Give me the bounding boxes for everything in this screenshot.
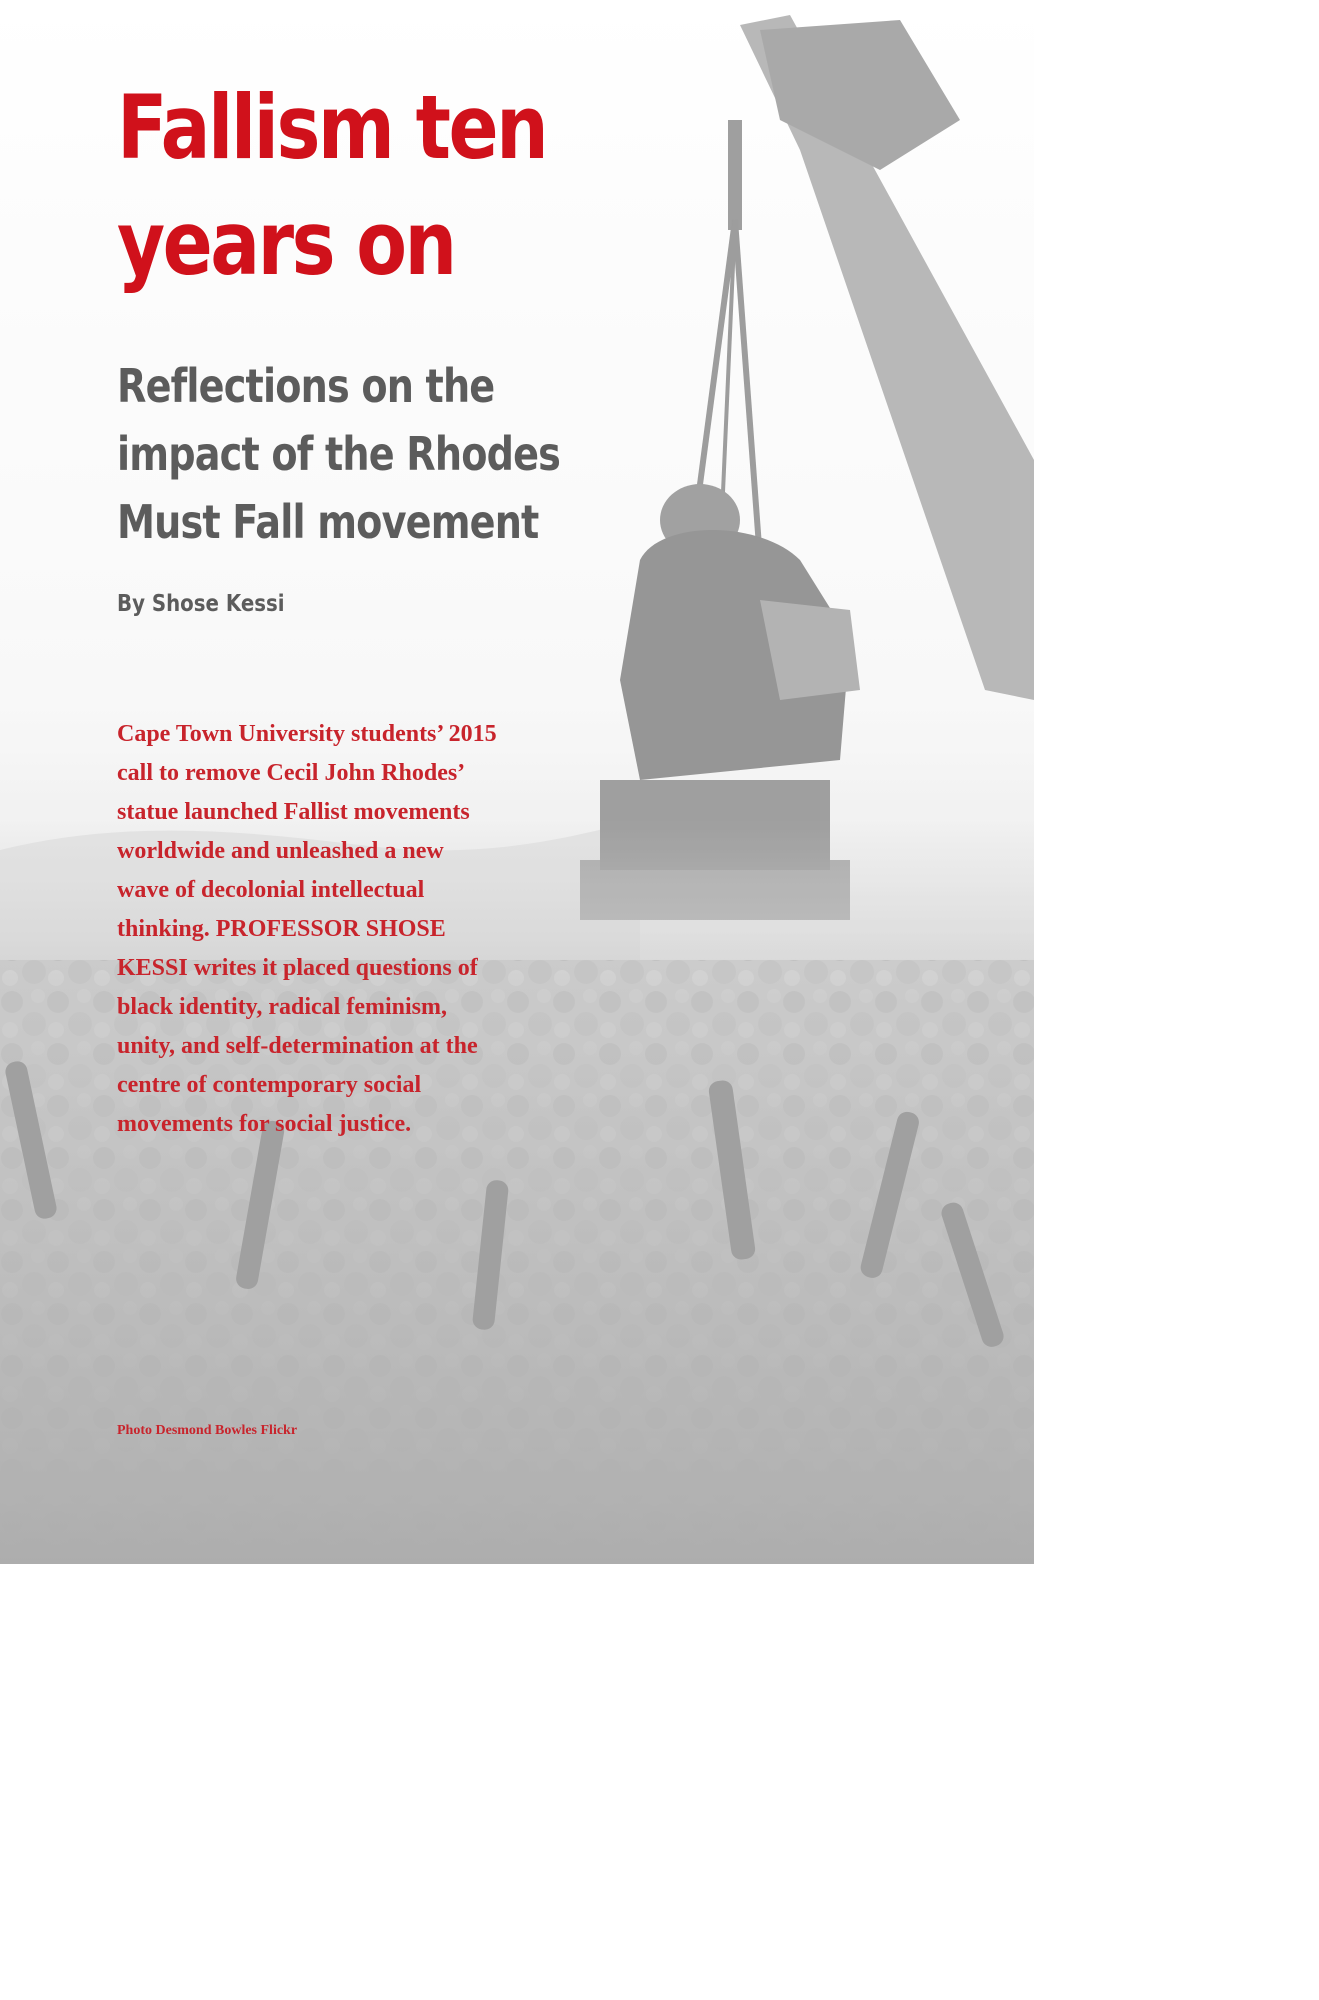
article-byline: By Shose Kessi <box>117 591 285 617</box>
photo-credit: Photo Desmond Bowles Flickr <box>117 1423 298 1438</box>
article-subtitle: Reflections on the impact of the Rhodes Must Fall movement <box>117 359 561 549</box>
article-standfirst: Cape Town University students’ 2015 call to remove Cecil John Rhodes’ statue launched Fallist movements worldwide and unleashed a new wave of decolonial intellectual thinking. PROFESSOR SHOSE KESSI writes it placed questions of black identity, radical feminism, unity, and self-determination at the centre of contemporary social movements for social justice. <box>117 721 497 1137</box>
article-title: Fallism ten years on <box>117 76 547 295</box>
